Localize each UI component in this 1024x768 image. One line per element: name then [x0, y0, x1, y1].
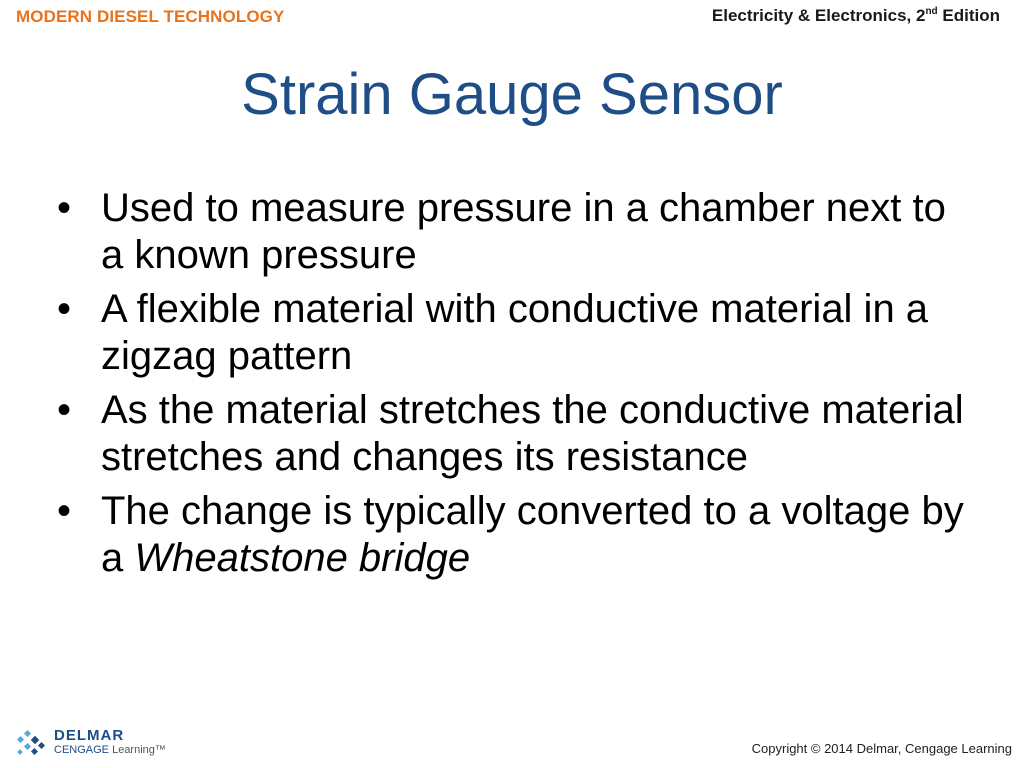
bullet-text-italic: Wheatstone bridge [134, 536, 471, 580]
delmar-cengage-logo [16, 726, 176, 762]
logo-cengage-word: CENGAGE [54, 744, 113, 756]
header-book-edition [712, 6, 1000, 26]
bullet-dot: • [57, 186, 72, 230]
bullet-dot: • [57, 489, 72, 533]
bullet-text: The change is typically converted to a voltage by a [101, 489, 964, 580]
delmar-logo-icon [16, 728, 48, 760]
bullet-text: Used to measure pressure in a chamber next to a known pressure [101, 186, 946, 277]
logo-delmar-text: DELMAR [54, 727, 125, 744]
header-edition-text: Electricity & Electronics, 2 [711, 6, 926, 25]
header-book-series: MODERN DIESEL TECHNOLOGY [16, 7, 285, 26]
slide-title: Strain Gauge Sensor [241, 62, 783, 127]
bullet-item [57, 286, 977, 380]
bullet-list [57, 185, 977, 589]
header-edition-suffix: Edition [937, 6, 1000, 25]
copyright-notice: Copyright © 2014 Delmar, Cengage Learning [751, 741, 1012, 756]
bullet-dot: • [57, 287, 72, 331]
bullet-text: As the material stretches the conductive material stretches and changes its resistance [101, 388, 964, 479]
header-edition-sup: nd [925, 6, 938, 17]
logo-tm: ™ [154, 744, 166, 756]
bullet-text: A flexible material with conductive material in a zigzag pattern [101, 287, 929, 378]
logo-learning-word: Learning [112, 744, 155, 756]
logo-cengage-text [54, 744, 166, 756]
bullet-item [57, 488, 977, 582]
bullet-item [57, 387, 977, 481]
bullet-item [57, 185, 977, 279]
bullet-dot: • [57, 388, 72, 432]
